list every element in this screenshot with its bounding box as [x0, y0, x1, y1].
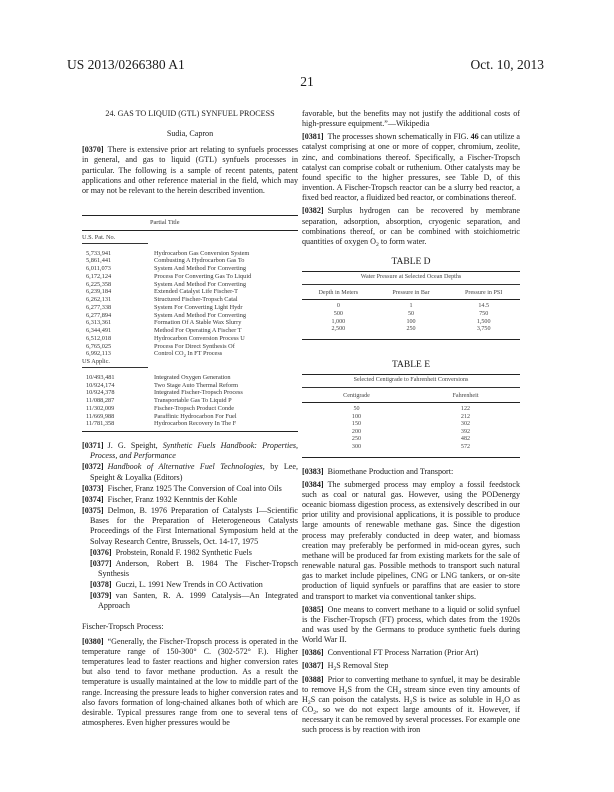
table-row [302, 319, 520, 327]
table-row [82, 319, 298, 327]
reference-text: Probstein, Ronald F. 1982 Synthetic Fuels [115, 547, 252, 557]
paragraph-number: [0371] [82, 441, 104, 451]
patent-number: 6,011,073 [86, 265, 111, 273]
paragraph-0387: [0387] $H_2S$ Removal Step [302, 661, 389, 673]
table-row [82, 288, 298, 296]
paragraph-number: [0374] [82, 494, 104, 504]
table-cell: 250 [351, 436, 362, 443]
paragraph-number: [0381] [302, 132, 324, 142]
paragraph-number: [0388] [302, 674, 324, 684]
reference-item [82, 462, 298, 482]
table-row [302, 406, 520, 414]
table-cell: 50 [353, 406, 360, 413]
table-e-title: TABLE E [391, 359, 431, 370]
paragraph-0381: [0381] The processes shown schematically in FIG. 46 can utilize a catalyst comprising at one or more of copper, chromium, zeolite, zinc, and combinations thereof. Specifically, a Fischer-Tropsch catalyst can comprise cobalt or ruthenium. Other catalysts may be found specific to the higher pressures, see Table D, of this invention. A Fischer-Tropsch reactor can be a slurry bed reactor, a fixed bed reactor, a fluidized bed reactor, or combinations thereof. [302, 132, 520, 203]
paragraph-number: [0379] [90, 591, 112, 601]
paragraph-number: [0372] [82, 462, 104, 472]
partial-title: System And Method For Converting [154, 311, 247, 319]
patent-number: 11/781,358 [86, 420, 115, 428]
paragraph-number: [0386] [302, 648, 324, 658]
paragraph-number: [0385] [302, 604, 324, 614]
table-e [302, 374, 520, 458]
table-row [302, 326, 520, 334]
paragraph-0386: [0386] Conventional FT Process Narration (Prior Art) [302, 648, 479, 658]
table-row [302, 311, 520, 319]
patent-number: 11/669,988 [86, 412, 115, 420]
table-e-caption: Selected Centigrade to Fahrenheit Conversions [353, 376, 469, 383]
table-row [82, 250, 298, 258]
partial-title: System For Converting Light Hydr [154, 303, 243, 311]
column-header-partial-title: Partial Title [150, 219, 180, 227]
partial-title: Combusting A Hydrocarbon Gas To [154, 257, 245, 265]
table-rule [82, 230, 298, 231]
subheading-fischer-tropsch: Fischer-Tropsch Process: [82, 621, 164, 631]
table-row [302, 303, 520, 311]
table-row [82, 350, 298, 358]
patent-number: 10/924,174 [86, 381, 115, 389]
patent-number: 6,277,894 [86, 311, 112, 319]
authors: Sudia, Capron [166, 129, 214, 139]
patent-number: 6,313,361 [86, 319, 112, 327]
table-cell: 3,750 [476, 326, 491, 333]
left-column [82, 109, 298, 731]
table-row [82, 405, 298, 413]
partial-title: Transportable Gas To Liquid P [154, 397, 232, 405]
reference-text: Delmon, B. 1976 Preparation of Catalysts I—Scientific Bases for the Preparation of Heterogeneous Catalysts Proceedings of the First International Symposium held at the Solvay Research Centre, Brussels, Oct. 14-17, 1975 [90, 506, 298, 546]
partial-title: Paraffinic Hydrocarbon For Fuel [154, 412, 237, 420]
group-label-us-pat-no: U.S. Pat. No. [82, 234, 148, 244]
reference-item [82, 506, 298, 547]
table-row [302, 429, 520, 437]
table-cell: 212 [460, 413, 471, 420]
column-header: Centigrade [343, 392, 370, 399]
patent-number: 6,277,338 [86, 303, 112, 311]
table-cell: 200 [351, 428, 362, 435]
table-cell: 100 [406, 318, 416, 325]
patent-list [82, 250, 298, 359]
reference-item [82, 441, 298, 461]
patent-number: 10/493,481 [86, 373, 115, 381]
table-row [82, 413, 298, 421]
paragraph-0383: [0383] Biomethane Production and Transport: [302, 466, 454, 476]
title-part: Control CO [154, 350, 184, 358]
table-d [302, 271, 520, 340]
paragraph-number: [0383] [302, 466, 324, 476]
partial-title: Integrated Fischer-Tropsch Process [154, 389, 243, 397]
reference-item [90, 580, 298, 590]
table-row [82, 273, 298, 281]
partial-title: System And Method For Converting [154, 280, 247, 288]
partial-title: Process For Direct Synthesis Of [154, 342, 235, 350]
section-title: 24. GAS TO LIQUID (GTL) SYNFUEL PROCESS [105, 109, 275, 118]
publication-number: US 2013/0266380 A1 [67, 57, 185, 72]
patent-table [82, 215, 298, 432]
reference-text: , by Lee, Speight & Loyalka (Editors) [90, 462, 298, 482]
table-cell: 100 [351, 413, 362, 420]
patent-number: 6,239,184 [86, 288, 112, 296]
table-cell: 1,500 [476, 318, 491, 325]
title-part: In FT Process [185, 350, 223, 358]
table-d-body [302, 300, 520, 338]
paragraph-0384: [0384] The submerged process may employ a fossil feedstock such as coal or natural gas. However, using the PODenergy oceanic biomass digestion process, as extensively described in our prior utility and provisional applications, it is possible to produce large amounts of renewable methane gas. Since the digestion process may preferably conducted in deep water, and biomass creation may preferably be performed in mid-ocean gyres, such methane will be produced far from existing markets for the sale of renewable natural gas. Possible methods to transport such natural gas to market include pipelines, CNG or LNG tankers, or on-site production of liquid synfuels or paraffins that are easier to store and transport to market via conventional tanker ships. [302, 479, 520, 601]
paragraph-0385: [0385] One means to convert methane to a liquid or solid synfuel is the Fischer-Tropsch (FT) process, which dates from the 1920s and was used by the Germans to produce synthetic fuels during World War II. [302, 604, 520, 645]
table-row [82, 397, 298, 405]
patent-number: 5,861,441 [86, 257, 112, 265]
patent-number: 6,765,025 [86, 342, 112, 350]
paragraph-0388: [0388] Prior to converting methane to synfuel, it may be desirable to remove $H_2S$ from the $CH_4$ stream since even tiny amounts of $H_2S$ can poison the catalysts. $H_2S$ is twice as soluble in $H_2O$ as $CO_2$, so we do not expect large amounts of it. However, if necessary it can be removed by several processes. For example one such process is by reaction with iron [302, 674, 521, 735]
partial-title: Formation Of A Stable Wax Slurry [154, 319, 242, 327]
table-cell: 750 [479, 310, 489, 317]
patent-number: 11/088,287 [86, 397, 115, 405]
table-e-body [302, 403, 520, 457]
paragraph-text: “Generally, the Fischer-Tropsch process is operated in the temperature range of 150-300° C. (302-572° F.). Higher temperatures lead to faster reactions and higher conversion rates but also tend to favor methane production. As a result the temperature is usually maintained at the low to middle part of the range. Increasing the pressure leads to higher conversion rates and also favors formation of long-chained alkanes both of which are desirable. Typical pressures range from one to several tens of atmospheres. Even higher pressures would be [82, 636, 298, 727]
partial-title: Extended Catalyst Life Fischer-T [154, 288, 238, 296]
table-row [82, 382, 298, 390]
paragraph-number: [0380] [82, 636, 104, 646]
column-header: Pressure in PSI [465, 289, 503, 296]
partial-title: Hydrocarbon Gas Conversion System [154, 249, 250, 257]
reference-text: Anderson, Robert B. 1984 The Fischer-Tropsch Synthesis [98, 558, 298, 578]
partial-title: Hydrocarbon Recovery In The F [154, 420, 237, 428]
paragraph-0382: [0382] Surplus hydrogen can be recovered by membrane separation, adsorption, absorption, cryogenic separation, and combinations thereof, or can be combined with stoichiometric quantities of oxygen $O_2$ to form water. [302, 206, 520, 248]
reference-title: Synthetic Fuels Handbook: Properties, Process, and Performance [90, 441, 298, 461]
paragraph-number: [0376] [90, 547, 112, 557]
table-e-header [302, 388, 520, 403]
partial-title: Fischer-Tropsch Product Conde [154, 404, 235, 412]
publication-date: Oct. 10, 2013 [470, 57, 544, 72]
paragraph-number: [0384] [302, 479, 324, 489]
partial-title [154, 350, 298, 358]
table-header [82, 216, 298, 230]
patent-number: 6,344,491 [86, 327, 112, 335]
paragraph-number: [0375] [82, 506, 104, 516]
table-rule [82, 431, 298, 432]
table-row [82, 327, 298, 335]
reference-item [82, 484, 298, 494]
paragraph-0370 [82, 145, 298, 196]
reference-item [82, 495, 298, 505]
group-label-us-applic: US Applic. [82, 358, 148, 368]
table-row [82, 374, 298, 382]
patent-number: 6,172,124 [86, 272, 112, 280]
table-cell: 300 [351, 444, 362, 451]
reference-text: J. G. Speight, [107, 441, 163, 451]
partial-title: Method For Operating A Fischer T [154, 327, 242, 335]
table-d-caption: Water Pressure at Selected Ocean Depths [360, 274, 462, 281]
table-row [302, 444, 520, 452]
table-cell: 14.5 [478, 303, 490, 310]
table-row [82, 265, 298, 273]
table-row [82, 296, 298, 304]
reference-item [90, 548, 298, 558]
table-cell: 572 [460, 444, 471, 451]
table-row [82, 420, 298, 428]
patent-number: 6,225,358 [86, 280, 112, 288]
partial-title: Two Stage Auto Thermal Reform [154, 381, 239, 389]
column-header: Fahrenheit [452, 392, 479, 399]
paragraph-text: There is extensive prior art relating to synfuels processes in general, and gas to liquid (GTL) synfuels processes in particular. The following is a sample of recent patents, patent applications and other reference material in the field, which may or may not be relevant to the herein described invention. [82, 145, 298, 195]
column-header: Pressure in Bar [392, 289, 430, 296]
table-cell: 250 [406, 326, 416, 333]
partial-title: Process For Converting Gas To Liquid [154, 272, 252, 280]
table-cell: 302 [460, 421, 471, 428]
paragraph-number: [0373] [82, 483, 104, 493]
right-column [302, 109, 520, 739]
table-row [82, 257, 298, 265]
paragraph-0380 [82, 637, 298, 728]
patent-number: 6,512,018 [86, 334, 112, 342]
reference-title: Handbook of Alternative Fuel Technologies [107, 462, 263, 472]
table-row [82, 343, 298, 351]
application-list [82, 374, 298, 428]
table-row [82, 304, 298, 312]
partial-title: Integrated Oxygen Generation [154, 373, 231, 381]
table-row [302, 414, 520, 422]
table-row [82, 281, 298, 289]
column-header: Depth in Meters [318, 289, 359, 296]
patent-number: 11/302,009 [86, 404, 115, 412]
table-cell: 482 [460, 436, 471, 443]
table-cell: 0 [336, 303, 340, 310]
partial-title: Hydrocarbon Conversion Process U [154, 334, 245, 342]
patent-number: 5,733,941 [86, 249, 112, 257]
reference-text: Fischer, Franz 1925 The Conversion of Coal into Oils [107, 483, 282, 493]
table-cell: 392 [460, 428, 471, 435]
table-cell: 500 [333, 310, 343, 317]
table-cell: 150 [351, 421, 362, 428]
partial-title: Structured Fischer-Tropsch Catal [154, 296, 238, 304]
paragraph-continuation: favorable, but the benefits may not justify the additional costs of high-pressure equipment.”—Wikipedia [302, 109, 520, 129]
table-d-header [302, 285, 520, 300]
reference-text: Fischer, Franz 1932 Kenntnis der Kohle [107, 494, 238, 504]
paragraph-number: [0382] [302, 206, 324, 216]
reference-list [82, 441, 298, 612]
table-row [302, 421, 520, 429]
table-row [302, 436, 520, 444]
table-row [82, 312, 298, 320]
reference-text: van Santen, R. A. 1999 Catalysis—An Integrated Approach [98, 591, 298, 611]
table-cell: 122 [460, 406, 471, 413]
paragraph-number: [0377] [90, 558, 112, 568]
table-row [82, 335, 298, 343]
patent-number: 6,262,131 [86, 296, 112, 304]
paragraph-number: [0370] [82, 145, 104, 155]
table-cell: 2,500 [331, 326, 346, 333]
paragraph-number: [0387] [302, 661, 324, 671]
paragraph-number: [0378] [90, 580, 112, 590]
table-cell: 1,000 [331, 318, 346, 325]
partial-title: System And Method For Converting [154, 265, 247, 273]
table-cell: 1 [409, 303, 413, 310]
subscript: 2 [183, 353, 186, 359]
patent-number: 6,992,113 [86, 350, 111, 358]
table-cell: 50 [407, 310, 415, 317]
table-row [82, 389, 298, 397]
table-d-title: TABLE D [391, 257, 431, 268]
reference-item [90, 559, 298, 579]
reference-text: Guczi, L. 1991 New Trends in CO Activation [115, 580, 263, 590]
reference-item [90, 591, 298, 611]
figure-reference: 46 [470, 132, 479, 142]
page-number: 21 [300, 74, 314, 89]
patent-number: 10/924,378 [86, 389, 115, 397]
